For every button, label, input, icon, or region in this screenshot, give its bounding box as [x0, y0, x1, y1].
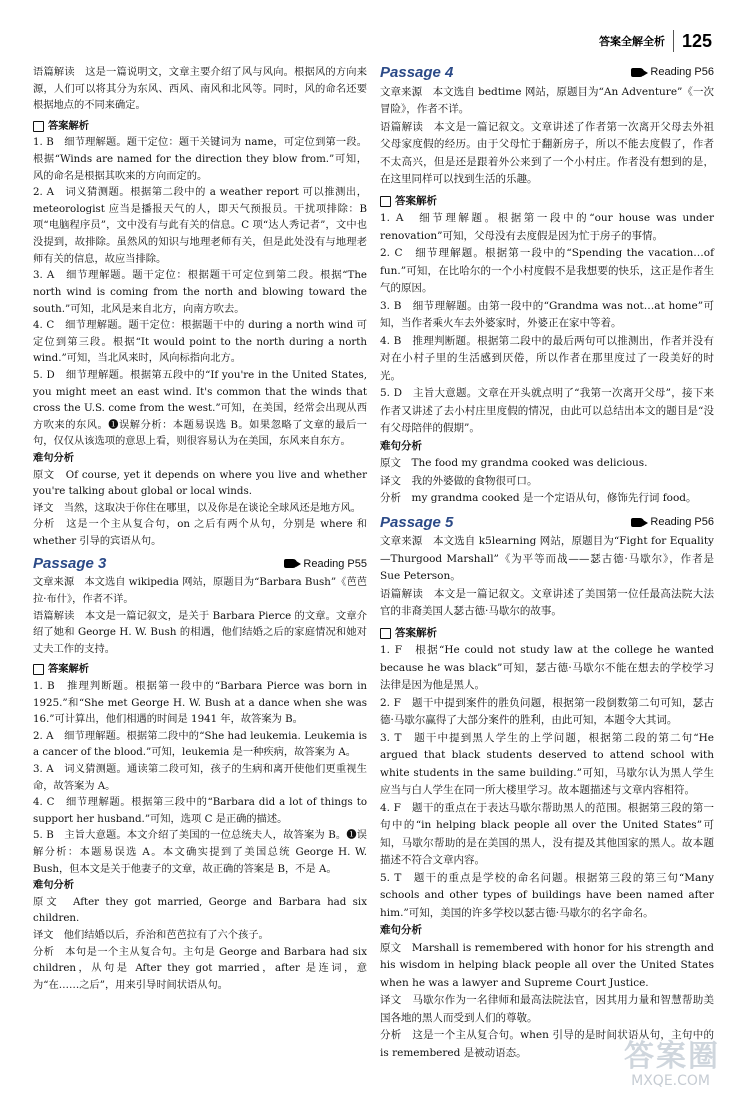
p3-original: 原文 After they got married, George and Barbara had six children. — [33, 895, 367, 925]
passage-5-header — [380, 514, 714, 532]
watermark-url: MXQE.COM — [631, 1073, 710, 1089]
p2-translation: 译文 当然，这取决于你住在哪里，以及你是在谈论全球风还是地方风。 — [33, 501, 362, 514]
p4-item-1: 1. A 细节理解题。根据第一段中的“our house was under renovation”可知，父母没有去度假是因为忙于房子的事情。 — [380, 212, 714, 242]
passage-4-title: Passage 4 — [380, 64, 454, 81]
p3-source: 文章来源 本文选自 wikipedia 网站，原题目为“Barbara Bush”《芭芭拉·布什》，作者不详。 — [33, 576, 367, 605]
passage-3-ref: Reading P55 — [284, 556, 367, 573]
pointing-hand-icon — [631, 518, 644, 527]
page-number: 125 — [681, 30, 712, 51]
p3-analysis: 分析 本句是一个主从复合句。主句是 George and Barbara had six children，从句是 After they got married，after 是连词，意为“在……之后”，用来引导时间状语从句。 — [33, 945, 367, 991]
header-label: 答案全解全析 — [598, 36, 665, 48]
p2-item-1: 1. B 细节理解题。题干定位：题干关键词为 name，可定位到第一段。根据“Winds are named for the direction they blow from.”可知，风的命名是根据其吹来的方向而定的。 — [33, 136, 367, 182]
header-divider — [673, 30, 674, 52]
p4-intro: 语篇解读 本文是一篇记叙文。文章讲述了作者第一次离开父母去外祖父母家度假的经历。由于父母忙于翻新房子，所以不能去度假了，作者不太高兴，但是还是跟着外公来到了一个小村庄。作者没有想到的是，在这里同样可以找到生活的乐趣。 — [380, 120, 714, 185]
p5-difficult-heading: 难句分析 — [380, 924, 422, 936]
p3-answer-heading: 答案解析 — [33, 661, 367, 678]
p2-difficult-heading: 难句分析 — [33, 452, 75, 465]
p2-item-5: 5. D 细节理解题。根据第五段中的“If you're in the United States, you might meet an east wind. It's common that the winds that cross the U.S. come from the west.”可知，在美国，经常会出现从西方吹来的东风。❶误解分析：本题易误选 B。如果忽略了文章的最后一句，仅仅从该选项的意思上看，则很容易认为在美国，东风来自东方。 — [33, 368, 367, 448]
passage-3-title: Passage 3 — [33, 554, 107, 572]
p5-item-2: 2. F 题干中提到案件的胜负问题，根据第一段倒数第二句可知，瑟古德·马歇尔赢得了大部分案件的胜利，由此可知，本题令大其词。 — [380, 696, 714, 726]
lock-icon — [33, 121, 44, 132]
p5-answer-heading: 答案解析 — [380, 625, 714, 643]
p5-original: 原文 Marshall is remembered with honor for his strength and his wisdom in helping black people all over the United States when he was a lawyer and Supreme Court Justice. — [380, 941, 714, 989]
p3-translation: 译文 他们结婚以后，乔治和芭芭拉有了六个孩子。 — [33, 929, 269, 942]
p4-item-2: 2. C 细节理解题。根据第一段中的“Spending the vacation…of fun.”可知，在比哈尔的一个小村度假不是我想要的快乐，这正是作者生气的原因。 — [380, 247, 714, 294]
p4-source: 文章来源 本文选自 bedtime 网站，原题目为“An Adventure”《一次冒险》，作者不详。 — [380, 85, 714, 115]
p4-original: 原文 The food my grandma cooked was delicious. — [380, 457, 648, 469]
passage-5-title: Passage 5 — [380, 513, 454, 531]
p3-item-2: 2. A 细节理解题。根据第二段中的“She had leukemia. Leukemia is a cancer of the blood.”可知，leukemia 是一种疾病，故答案为 A。 — [33, 729, 367, 759]
p4-item-5: 5. D 主旨大意题。文章在开头就点明了“我第一次离开父母”，接下来作者又讲述了去小村庄里度假的情况，由此可以总结出本文的题目是“没有父母陪伴的假期”。 — [380, 387, 714, 434]
p5-intro: 语篇解读 本文是一篇记叙文。文章讲述了美国第一位任最高法院大法官的非裔美国人瑟古德·马歇尔的故事。 — [380, 587, 714, 617]
p2-intro: 语篇解读 这是一篇说明文，文章主要介绍了风与风向。根据风的方向来源，人们可以将其分为东风、西风、南风和北风等。同时，风的命名还要根据地点的不同来确定。 — [33, 66, 367, 112]
p3-difficult-heading: 难句分析 — [33, 879, 75, 892]
pointing-hand-icon — [284, 559, 297, 568]
p5-item-3: 3. T 题干中提到黑人学生的上学问题，根据第二段的第二句“He argued that black students deserved to attend school with white students in the same building.”可知，马歇尔认为黑人学生应当与白人学生在同一所大楼里学习。故本题描述与文章内容相符。 — [380, 731, 714, 796]
p5-item-4: 4. F 题干的重点在于表达马歇尔帮助黑人的范围。根据第三段的第一句中的“in helping black people all over the United States”可知，马歇尔帮助的是在美国的黑人，没有提及其他国家的黑人。故本题描述不符合文章内容。 — [380, 801, 714, 866]
p2-item-2: 2. A 词义猜测题。根据第二段中的 a weather report 可以推测出，meteorologist 应当是播报天气的人，即天气预报员。干扰项排除：B 项“电脑程序员”，文中没有与此有关的信息。C 项“达人秀记者”，文中也没提到，故排除。虽然风的知识与地理老师有关，但是此处没有与地理老师有关的信息，故应当排除。 — [33, 186, 367, 265]
p2-item-3: 3. A 细节理解题。题干定位：根据题干可定位到第二段。根据“The north wind is coming from the north and blowing toward the south.”可知，北风是来自北方，向南方吹去。 — [33, 269, 367, 315]
lock-icon — [380, 196, 391, 207]
p4-item-3: 3. B 细节理解题。由第一段中的“Grandma was not…at home”可知，当作者乘火车去外婆家时，外婆正在家中等着。 — [380, 299, 714, 329]
p4-analysis: 分析 my grandma cooked 是一个定语从句，修饰先行词 food。 — [380, 492, 697, 504]
pointing-hand-icon — [631, 68, 644, 77]
lock-icon — [380, 628, 391, 639]
p5-item-1: 1. F 根据“He could not study law at the college he wanted because he was black”可知，瑟古德·马歇尔不能在想去的学校学习法律是因为他是黑人。 — [380, 644, 714, 691]
p2-analysis: 分析 这是一个主从复合句，on 之后有两个从句，分别是 where 和 whether 引导的宾语从句。 — [33, 518, 367, 548]
passage-5-ref: Reading P56 — [631, 514, 714, 532]
p4-difficult-heading: 难句分析 — [380, 439, 422, 452]
p5-item-5: 5. T 题干的重点是学校的命名问题。根据第三段的第三句“Many schools and other types of buildings have been named after him.”可知，美国的许多学校以瑟古德·马歇尔的名字命名。 — [380, 871, 714, 919]
header-bar — [0, 0, 750, 8]
p2-item-4: 4. C 细节理解题。题干定位：根据题干中的 during a north wind 可定位到第三段。根据“It would point to the north during a north wind.”可知，当北风来时，风向标指向北方。 — [33, 319, 367, 365]
p3-intro: 语篇解读 本文是一篇记叙文，是关于 Barbara Pierce 的文章。文章介绍了她和 George H. W. Bush 的相遇，他们结婚之后的家庭情况和她对丈夫工作的支持。 — [33, 609, 367, 655]
right-column — [380, 64, 714, 1062]
p2-answer-heading: 答案解析 — [33, 118, 367, 135]
passage-4-header — [380, 64, 714, 82]
p5-translation: 译文 马歇尔作为一名律师和最高法院法官，因其用力量和智慧帮助美国各地的黑人而受到人们的尊敬。 — [380, 994, 714, 1024]
p4-item-4: 4. B 推理判断题。根据第二段中的最后两句可以推测出，作者并没有对在小村子里的生活感到厌倦，所以作者在那里度过了一段美好的时光。 — [380, 334, 714, 382]
passage-4-ref: Reading P56 — [631, 64, 714, 82]
passage-3-header — [33, 556, 367, 573]
p3-item-5: 5. B 主旨大意题。本文介绍了美国的一位总统夫人，故答案为 B。❶误解分析：本题易误选 A。本文确实提到了美国总统 George H. W. Bush，但本文是关于他妻子的文章，故正确的答案是 B，不是 A。 — [33, 829, 367, 875]
p3-item-1: 1. B 推理判断题。根据第一段中的“Barbara Pierce was born in 1925.”和“She met George H. W. Bush at a dance when she was 16.”可计算出，他们相遇的时间是 1941 年，故答案为 B。 — [33, 679, 367, 726]
p5-analysis: 分析 这是一个主从复合句。when 引导的是时间状语从句，主句中的 is remembered 是被动语态。 — [380, 1029, 714, 1059]
p4-answer-heading: 答案解析 — [380, 193, 714, 211]
p4-translation: 译文 我的外婆做的食物很可口。 — [380, 474, 538, 487]
p3-item-4: 4. C 细节理解题。根据第三段中的“Barbara did a lot of things to support her husband.”可知，选项 C 是正确的描述。 — [33, 796, 367, 825]
p2-original: 原文 Of course, yet it depends on where you live and whether you're talking about global or local winds. — [33, 468, 367, 498]
lock-icon — [33, 664, 44, 675]
p5-source: 文章来源 本文选自 k5learning 网站，原题目为“Fight for Equality—Thurgood Marshall”《为平等而战——瑟古德·马歇尔》，作者是 Sue Peterson。 — [380, 535, 714, 582]
page-header — [599, 30, 712, 52]
watermark: 答案圈 — [624, 1039, 720, 1074]
left-column — [33, 64, 367, 994]
p3-item-3: 3. A 词义猜测题。通读第二段可知，孩子的生病和离开使他们更重视生命，故答案为 A。 — [33, 762, 367, 792]
